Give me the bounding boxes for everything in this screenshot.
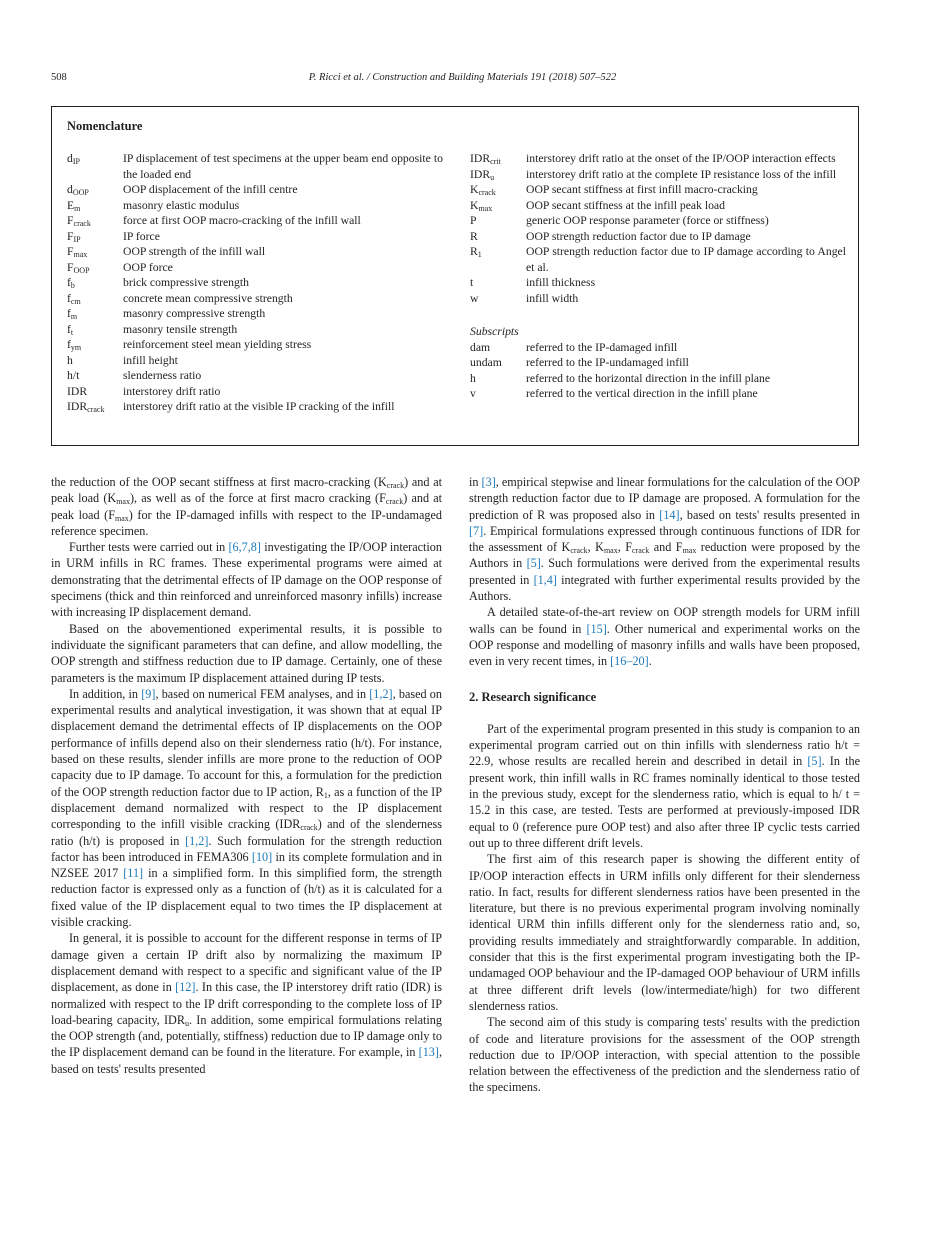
nomenclature-symbol: dam bbox=[470, 340, 491, 354]
nomenclature-definition: masonry compressive strength bbox=[123, 307, 266, 320]
nomenclature-symbol: w bbox=[470, 291, 479, 305]
right-text-column bbox=[469, 474, 860, 1096]
paragraph: Part of the experimental program presented in this study is companion to an experimental program carried out on thin infills with slenderness ratio h/t = 22.9, whose results are recalled herein and described in detail in [5]. In the present work, thin infill walls in RC frames nominally identical to those tested in the previous study, except for the slenderness ratio, which is equal to h/ t = 15.2 in this case, are tested. Tests are performed at previously-imposed IDR equal to 0 (reference pure OOP test) and also after three IP cyclic tests carried out up to three different drift levels. bbox=[469, 721, 860, 850]
nomenclature-symbol: $IDR_{crit}$ bbox=[470, 152, 501, 166]
nomenclature-symbol: IDR bbox=[67, 384, 88, 398]
nomenclature-definition: OOP strength reduction factor due to IP damage according to Angel et al. bbox=[526, 245, 846, 274]
nomenclature-entry bbox=[470, 355, 846, 371]
nomenclature-entry bbox=[67, 229, 443, 245]
nomenclature-symbol: $IDR_u$ bbox=[470, 167, 495, 182]
nomenclature-left-column bbox=[67, 151, 443, 415]
nomenclature-definition: referred to the horizontal direction in the infill plane bbox=[526, 371, 771, 385]
nomenclature-symbol: $f_b$ bbox=[67, 276, 75, 290]
nomenclature-definition: OOP strength of the infill wall bbox=[123, 245, 266, 258]
nomenclature-definition: masonry elastic modulus bbox=[123, 198, 240, 212]
nomenclature-definition: brick compressive strength bbox=[123, 276, 249, 289]
nomenclature-symbol: undam bbox=[470, 356, 502, 369]
nomenclature-definition: interstorey drift ratio bbox=[123, 384, 221, 398]
nomenclature-symbol: R bbox=[470, 229, 478, 243]
nomenclature-definition: referred to the IP-damaged infill bbox=[526, 340, 678, 354]
nomenclature-symbol: $d_{OOP}$ bbox=[67, 183, 89, 197]
section-title: 2. Research significance bbox=[469, 689, 597, 704]
nomenclature-entry bbox=[67, 322, 443, 338]
nomenclature-symbol: $IDR_{crack}$ bbox=[67, 400, 105, 414]
nomenclature-symbol: $f_m$ bbox=[67, 307, 78, 321]
nomenclature-symbol: h bbox=[470, 371, 476, 385]
nomenclature-symbol: $f_{ym}$ bbox=[67, 338, 82, 352]
nomenclature-entry bbox=[67, 384, 443, 400]
nomenclature-entry bbox=[67, 368, 443, 384]
nomenclature-symbol: h bbox=[67, 353, 73, 367]
nomenclature-entry bbox=[67, 151, 443, 182]
nomenclature-symbol: t bbox=[470, 276, 474, 289]
paragraph: in [3], empirical stepwise and linear formulations for the calculation of the OOP strength reduction factor due to IP damage are proposed. A formulation for the prediction of R was proposed also in [14], based on tests' results presented in [7]. Empirical formulations expressed through continuous functions of IDR for the assessment of $K_{crack}$, $K_{max}$, $F_{crack}$ and $F_{max}$ reduction were proposed by the Authors in [5]. Such formulations were derived from the experimental results presented in [1,4] integrated with further experimental results provided by the Authors. bbox=[469, 475, 861, 604]
nomenclature-definition: IP displacement of test specimens at the upper beam end opposite to the loaded end bbox=[123, 152, 443, 181]
nomenclature-symbol: $F_{max}$ bbox=[67, 245, 88, 259]
running-head: P. Ricci et al. / Construction and Building Materials 191 (2018) 507–522 bbox=[308, 72, 617, 83]
nomenclature-entry bbox=[67, 353, 443, 369]
nomenclature-symbol: $K_{max}$ bbox=[470, 198, 493, 213]
nomenclature-entry bbox=[67, 291, 443, 307]
nomenclature-definition: slenderness ratio bbox=[123, 369, 202, 382]
nomenclature-definition: OOP strength reduction factor due to IP damage bbox=[526, 229, 751, 243]
nomenclature-definition: masonry tensile strength bbox=[123, 322, 238, 336]
nomenclature-definition: reinforcement steel mean yielding stress bbox=[123, 338, 312, 351]
nomenclature-symbol: $f_t$ bbox=[67, 322, 74, 337]
nomenclature-entry bbox=[67, 260, 443, 276]
nomenclature-symbol: P bbox=[470, 214, 477, 227]
paragraph: The first aim of this research paper is showing the different entity of IP/OOP interaction effects in URM infills only different for their slenderness ratio. In fact, results for different slenderness ratios have been presented in the literature, but there is no previous experimental program involving nominally identical URM thin infills different only for the slenderness ratio and, so, providing results immediately and straightforwardly comparable. In addition, consider that this is the first experimental program investigating both the IP-undamaged OOP behaviour and the IP-damaged OOP behaviour of URM infills at three different drift levels (low/intermediate/high) for two different slenderness ratios. bbox=[469, 852, 860, 1013]
nomenclature-definition: interstorey drift ratio at the complete IP resistance loss of the infill bbox=[526, 167, 837, 181]
nomenclature-entry bbox=[67, 399, 443, 415]
paragraph: Further tests were carried out in [6,7,8] investigating the IP/OOP interaction in URM infills in RC frames. These experimental programs were aimed at demonstrating that the detrimental effects of IP damage on the OOP response of specimens (thick and thin reinforced and unreinforced masonry infills) increase with increasing IP displacement demand. bbox=[51, 540, 442, 620]
nomenclature-symbol: $F_{crack}$ bbox=[67, 214, 91, 228]
nomenclature-right-column bbox=[470, 151, 846, 402]
nomenclature-entry bbox=[470, 244, 846, 275]
nomenclature-definition: infill height bbox=[123, 353, 178, 367]
nomenclature-entry bbox=[470, 371, 846, 387]
nomenclature-entry bbox=[470, 386, 846, 402]
nomenclature-symbol: v bbox=[470, 387, 476, 400]
nomenclature-definition: infill thickness bbox=[526, 276, 596, 289]
nomenclature-definition: interstorey drift ratio at the visible IP cracking of the infill bbox=[123, 400, 395, 413]
nomenclature-definition: IP force bbox=[123, 229, 160, 243]
nomenclature-symbol: $F_{IP}$ bbox=[67, 229, 81, 244]
paragraph: Based on the abovementioned experimental results, it is possible to individuate the significant parameters that can define, and allow modelling, the OOP strength and stiffness reduction due to IP damage. Certainly, one of these parameters is the maximum IP displacement attained during IP tests. bbox=[51, 621, 442, 685]
nomenclature-symbol: $K_{crack}$ bbox=[470, 183, 496, 197]
nomenclature-title: Nomenclature bbox=[67, 119, 143, 133]
nomenclature-entry bbox=[470, 213, 846, 229]
nomenclature-entry bbox=[67, 337, 443, 353]
paragraph: In addition, in [9], based on numerical FEM analyses, and in [1,2], based on experimental results and analytical investigation, it was shown that at equal IP displacement demand the detrimental effects of IP displacements on the OOP performance of infills depend also on their slenderness ratio (h/t). For instance, based on these results, slender infills are more prone to the reduction of OOP capacity due to IP damage. To account for this, a formulation for the prediction of the OOP strength reduction factor due to IP action, $R_1$, as a function of the IP displacement demand normalized with respect to the IP displacement corresponding to the infill visible cracking $(IDR_{crack})$ and of the slenderness ratio (h/t) is proposed in [1,2]. Such formulation for the strength reduction factor has been introduced in FEMA306 [10] in its complete formulation and in NZSEE 2017 [11] in a simplified form. In this simplified form, the strength reduction factor is expressed only as a function of (h/t) as it is calculated for a fixed value of the IP displacement equal to two times the IP displacement at visible cracking. bbox=[51, 686, 442, 930]
paragraph: In general, it is possible to account for the different response in terms of IP damage given a certain IP drift also by normalizing the maximum IP displacement demand with respect to a specific and significant value of the IP displacement, as done in [12]. In this case, the IP interstorey drift ratio (IDR) is normalized with respect to the IP drift corresponding to the complete loss of IP load-bearing capacity, $IDR_u$. In addition, some empirical formulations relating the OOP strength (and, potentially, stiffness) reduction due to IP damage only to the IP displacement demand can be found in the literature. For example, in [13], based on tests' results presented bbox=[51, 931, 442, 1076]
nomenclature-symbol: $d_{IP}$ bbox=[67, 152, 80, 166]
nomenclature-definition: OOP displacement of the infill centre bbox=[123, 183, 298, 196]
paragraph: The second aim of this study is comparing tests' results with the prediction of code and literature provisions for the assessment of the OOP strength reduction due to IP/OOP interaction, with special attention to the possible relation between the effectiveness of the prediction and the slenderness ratio of the specimens. bbox=[469, 1015, 860, 1095]
nomenclature-symbol: $f_{cm}$ bbox=[67, 291, 81, 306]
left-text-column bbox=[51, 474, 442, 1077]
nomenclature-symbol: $E_m$ bbox=[67, 198, 81, 213]
nomenclature-entry bbox=[470, 291, 846, 307]
nomenclature-box bbox=[51, 106, 859, 446]
nomenclature-entry bbox=[470, 275, 846, 291]
paragraph: A detailed state-of-the-art review on OOP strength models for URM infill walls can be found in [15]. Other numerical and experimental works on the OOP response and modelling of masonry infills and walls have been proposed, even in very recent times, in [16–20]. bbox=[469, 605, 860, 669]
nomenclature-entry bbox=[470, 229, 846, 245]
nomenclature-entry bbox=[67, 213, 443, 229]
nomenclature-definition: infill width bbox=[526, 291, 579, 305]
nomenclature-entry bbox=[470, 182, 846, 198]
nomenclature-entry bbox=[67, 275, 443, 291]
nomenclature-symbol: h/t bbox=[67, 369, 80, 382]
nomenclature-definition: OOP secant stiffness at first infill macro-cracking bbox=[526, 183, 758, 196]
nomenclature-definition: concrete mean compressive strength bbox=[123, 291, 293, 305]
nomenclature-definition: force at first OOP macro-cracking of the infill wall bbox=[123, 214, 361, 227]
nomenclature-entry bbox=[470, 167, 846, 183]
nomenclature-entry bbox=[470, 340, 846, 356]
nomenclature-entry bbox=[67, 306, 443, 322]
page-number: 508 bbox=[51, 72, 67, 83]
nomenclature-entry bbox=[67, 182, 443, 198]
nomenclature-symbol: $F_{OOP}$ bbox=[67, 260, 90, 275]
nomenclature-symbol: $R_1$ bbox=[470, 245, 482, 259]
subscripts-title: Subscripts bbox=[470, 325, 519, 338]
nomenclature-definition: referred to the vertical direction in the infill plane bbox=[526, 387, 758, 400]
nomenclature-entry bbox=[67, 198, 443, 214]
nomenclature-definition: OOP secant stiffness at the infill peak load bbox=[526, 198, 725, 212]
nomenclature-definition: generic OOP response parameter (force or stiffness) bbox=[526, 214, 769, 227]
nomenclature-entry bbox=[470, 151, 846, 167]
nomenclature-definition: OOP force bbox=[123, 260, 173, 274]
nomenclature-definition: referred to the IP-undamaged infill bbox=[526, 356, 689, 369]
nomenclature-definition: interstorey drift ratio at the onset of the IP/OOP interaction effects bbox=[526, 152, 836, 165]
nomenclature-entry bbox=[67, 244, 443, 260]
paragraph: the reduction of the OOP secant stiffness at first macro-cracking $(K_{crack})$ and at peak load $(K_{max})$, as well as of the force at first macro cracking $(F_{crack})$ and at peak load $(F_{max})$ for the IP-damaged infills with respect to the IP-undamaged reference specimen. bbox=[51, 475, 442, 538]
nomenclature-entry bbox=[470, 198, 846, 214]
